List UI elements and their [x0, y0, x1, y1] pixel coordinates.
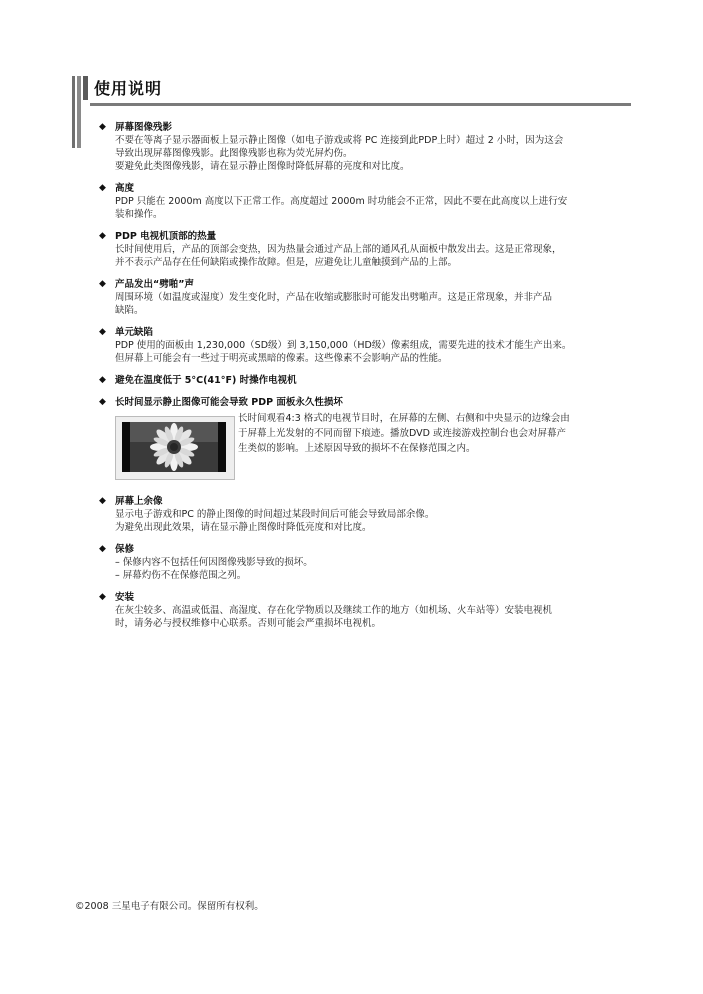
body-line: 导致出现屏幕图像残影。此图像残影也称为荧光屏灼伤。 — [115, 148, 353, 159]
section-body — [115, 508, 631, 534]
diamond-bullet-icon: ◆ — [99, 231, 106, 241]
diamond-bullet-icon: ◆ — [99, 279, 106, 289]
section-title: 长时间显示静止图像可能会导致 PDP 面板永久性损坏 — [115, 397, 343, 408]
title-bar-short — [83, 76, 88, 100]
page-title: 使用说明 — [94, 79, 163, 98]
section-low-temperature — [99, 374, 631, 387]
tv-illustration — [115, 416, 235, 480]
diamond-bullet-icon: ◆ — [99, 375, 106, 385]
diamond-bullet-icon: ◆ — [99, 327, 106, 337]
section-body — [115, 291, 631, 317]
body-line: – 屏幕灼伤不在保修范围之列。 — [115, 570, 247, 581]
tv-screen — [122, 422, 226, 472]
body-line: 要避免此类图像残影，请在显示静止图像时降低屏幕的亮度和对比度。 — [115, 161, 410, 172]
content-sections — [99, 121, 631, 639]
copyright-footer: ©2008 三星电子有限公司。保留所有权利。 — [75, 901, 264, 912]
body-line: 在灰尘较多、高温或低温、高湿度、存在化学物质以及继续工作的地方（如机场、火车站等）安装电视机 — [115, 605, 553, 616]
body-line: 缺陷。 — [115, 305, 144, 316]
body-line: 生类似的影响。上述原因导致的损坏不在保修范围之内。 — [238, 443, 476, 454]
title-decoration — [72, 76, 88, 148]
body-line: 为避免出现此效果，请在显示静止图像时降低亮度和对比度。 — [115, 522, 372, 533]
section-title: 安装 — [115, 592, 135, 603]
body-line: 但屏幕上可能会有一些过于明亮或黑暗的像素。这些像素不会影响产品的性能。 — [115, 353, 448, 364]
title-bar-mid — [77, 76, 81, 148]
section-title: 屏幕图像残影 — [115, 122, 173, 133]
section-title: 保修 — [115, 544, 135, 555]
illustration-caption — [238, 411, 636, 456]
section-title: 单元缺陷 — [115, 327, 154, 338]
section-title: 屏幕上余像 — [115, 496, 163, 507]
body-line: 时，请务必与授权维修中心联系。否则可能会严重损坏电视机。 — [115, 618, 382, 629]
illustration-row — [115, 411, 631, 481]
section-permanent-damage — [99, 396, 631, 481]
section-body — [115, 339, 631, 365]
section-altitude — [99, 182, 631, 221]
body-line: 于屏幕上光发射的不同而留下痕迹。播放DVD 或连接游戏控制台也会对屏幕产 — [238, 428, 566, 439]
body-line: – 保修内容不包括任何因图像残影导致的损坏。 — [115, 557, 313, 568]
section-title: 避免在温度低于 5°C(41°F) 时操作电视机 — [115, 375, 297, 386]
section-body — [115, 134, 631, 173]
section-afterimage — [99, 495, 631, 534]
section-title: 产品发出“劈啪”声 — [115, 279, 194, 290]
diamond-bullet-icon: ◆ — [99, 592, 106, 602]
diamond-bullet-icon: ◆ — [99, 397, 106, 407]
section-title: 高度 — [115, 183, 135, 194]
section-crackling-sound — [99, 278, 631, 317]
section-body — [115, 556, 631, 582]
diamond-bullet-icon: ◆ — [99, 544, 106, 554]
diamond-bullet-icon: ◆ — [99, 183, 106, 193]
body-line: 周围环境（如温度或湿度）发生变化时，产品在收缩或膨胀时可能发出劈啪声。这是正常现象，并非产品 — [115, 292, 553, 303]
section-title: PDP 电视机顶部的热量 — [115, 231, 217, 242]
title-bar-dark — [72, 76, 75, 148]
section-body — [115, 604, 631, 630]
body-line: 不要在等离子显示器面板上显示静止图像（如电子游戏或将 PC 连接到此PDP上时）超过 2 小时，因为这会 — [115, 135, 564, 146]
section-body — [115, 243, 631, 269]
section-heat — [99, 230, 631, 269]
body-line: PDP 使用的面板由 1,230,000（SD级）到 3,150,000（HD级）像素组成，需要先进的技术才能生产出来。 — [115, 340, 572, 351]
sunflower-icon — [130, 422, 218, 472]
body-line: 长时间使用后，产品的顶部会变热，因为热量会通过产品上部的通风孔从面板中散发出去。这是正常现象， — [115, 244, 562, 255]
body-line: 并不表示产品存在任何缺陷或操作故障。但是，应避免让儿童触摸到产品的上部。 — [115, 257, 458, 268]
section-body — [115, 195, 631, 221]
section-warranty — [99, 543, 631, 582]
title-divider — [90, 103, 631, 106]
body-line: 显示电子游戏和PC 的静止图像的时间超过某段时间后可能会导致局部余像。 — [115, 509, 435, 520]
body-line: PDP 只能在 2000m 高度以下正常工作。高度超过 2000m 时功能会不正常，因此不要在此高度以上进行安 — [115, 196, 568, 207]
diamond-bullet-icon: ◆ — [99, 496, 106, 506]
section-installation — [99, 591, 631, 630]
body-line: 长时间观看4:3 格式的电视节目时，在屏幕的左侧、右侧和中央显示的边缘会由 — [238, 413, 570, 424]
section-cell-defects — [99, 326, 631, 365]
diamond-bullet-icon: ◆ — [99, 122, 106, 132]
body-line: 装和操作。 — [115, 209, 163, 220]
section-screen-image-retention — [99, 121, 631, 173]
